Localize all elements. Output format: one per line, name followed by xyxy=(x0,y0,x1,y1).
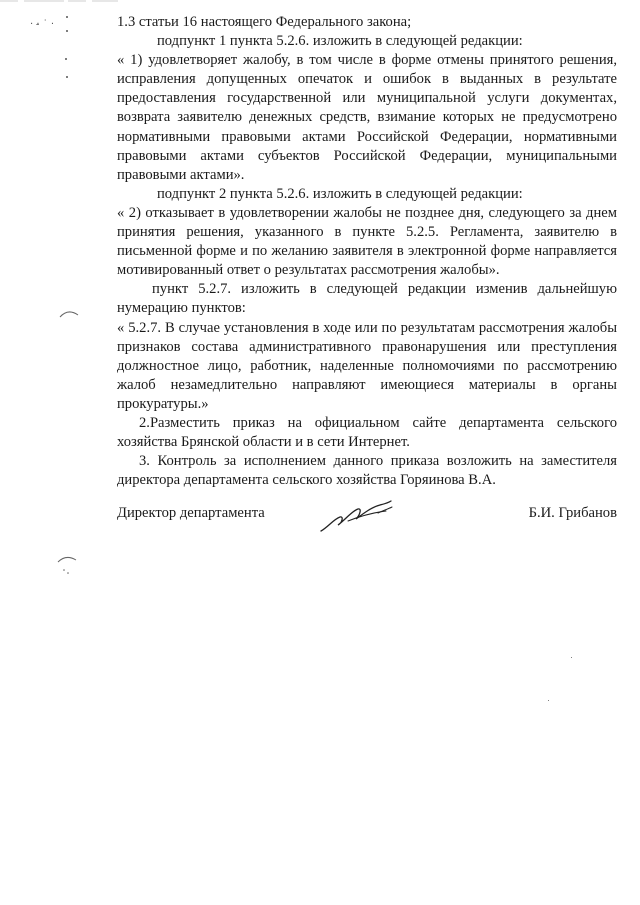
paragraph-subpoint-2-text: « 2) отказывает в удовлетворении жалобы не позднее дня, следующего за днем принятия решения, указанного в пункте 5.2.5. Регламента, заявителю в письменной форме и по желанию заявителя в электронной форме направляется мотивированный ответ о результатах рассмотрения жалобы». xyxy=(117,204,617,279)
paragraph-subpoint-1-text: « 1) удовлетворяет жалобу, в том числе в форме отмены принятого решения, исправления допущенных опечаток и ошибок в выданных в результате предоставления государственной или муниципальной услуги документах, возврата заявителю денежных средств, взимание которых не предусмотрено нормативными правовыми актами Российской Федерации, нормативными правовыми актами субъектов Российской Федерации, муниципальными правовыми актами». xyxy=(117,52,617,183)
paragraph-point-527-heading: пункт 5.2.7. изложить в следующей редакции изменив дальнейшую нумерацию пунктов: xyxy=(117,281,617,317)
scan-speck xyxy=(548,700,549,701)
paragraph-item-2: 2.Разместить приказ на официальном сайте департамента сельского хозяйства Брянской области и в сети Интернет. xyxy=(117,414,617,451)
scan-speck xyxy=(66,76,68,78)
scan-speck xyxy=(66,16,68,18)
paragraph-subpoint-1-heading: подпункт 1 пункта 5.2.6. изложить в следующей редакции: xyxy=(157,33,523,50)
document-body xyxy=(117,13,617,490)
paragraph-subpoint-2-heading: подпункт 2 пункта 5.2.6. изложить в следующей редакции: xyxy=(157,185,523,202)
svg-text:· ·̵ ˙ ·: · ·̵ ˙ · xyxy=(30,19,55,30)
handwritten-signature xyxy=(318,497,394,535)
signatory-position: Директор департамента xyxy=(117,505,265,521)
scan-speck xyxy=(571,657,572,658)
scan-speck xyxy=(65,58,67,60)
paragraph-point-527-text: « 5.2.7. В случае установления в ходе или по результатам рассмотрения жалобы признаков состава административного правонарушения или преступления должностное лицо, работник, наделенные полномочиями по рассмотрению жалоб незамедлительно направляют имеющиеся материалы в органы прокуратуры.» xyxy=(117,319,617,412)
signatory-name: Б.И. Грибанов xyxy=(528,505,617,521)
scan-artifact-top-line xyxy=(0,0,120,2)
paragraph-item-3: 3. Контроль за исполнением данного приказа возложить на заместителя директора департамента сельского хозяйства Горяинова В.А. xyxy=(117,453,617,489)
scan-speck xyxy=(66,30,68,32)
paragraph-continuation: 1.3 статьи 16 настоящего Федерального закона; xyxy=(117,14,412,30)
punch-hole-mark xyxy=(58,306,80,320)
punch-hole-mark xyxy=(56,552,78,578)
scan-artifact-dots xyxy=(28,16,76,30)
